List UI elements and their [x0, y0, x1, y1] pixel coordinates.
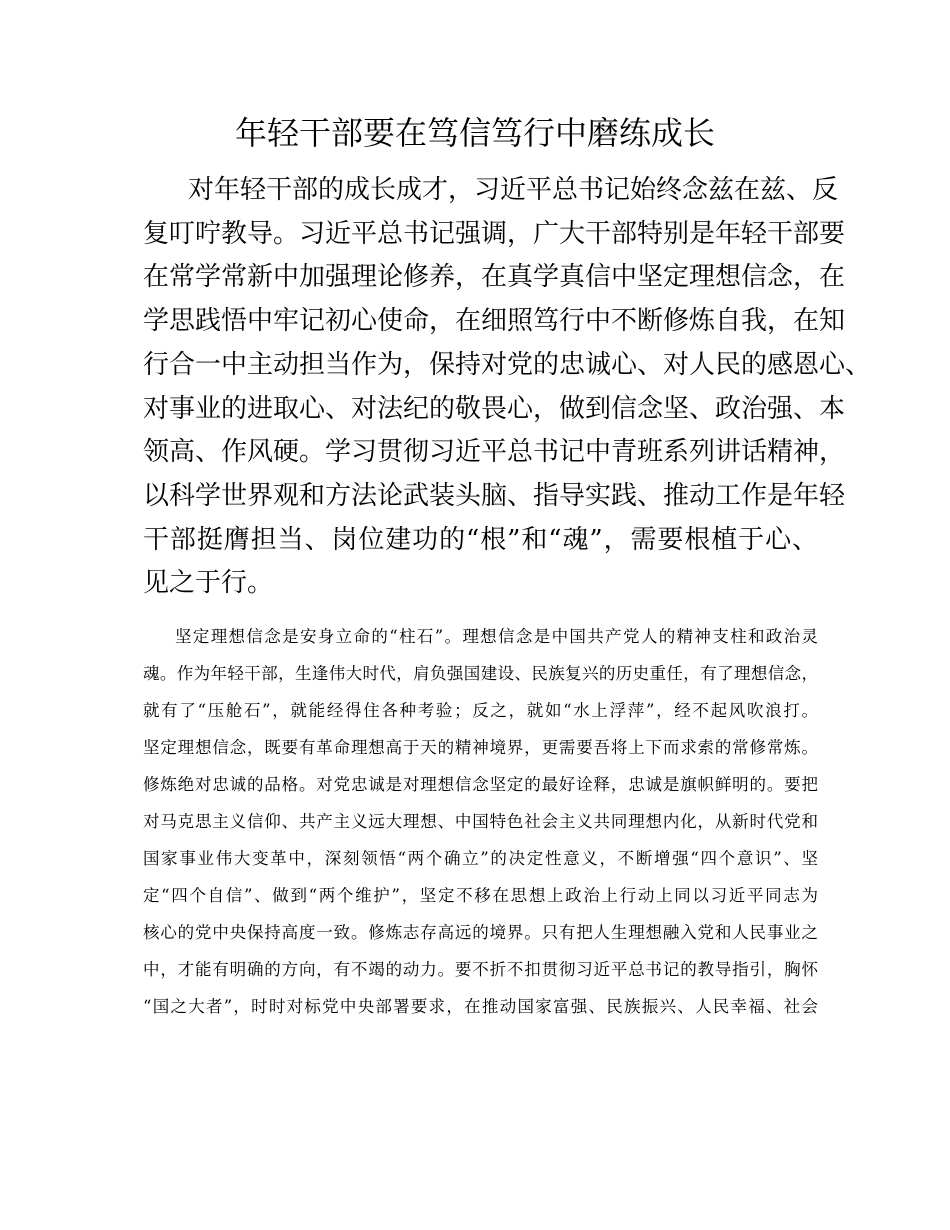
- body-line: 修炼绝对忠诚的品格。对党忠诚是对理想信念坚定的最好诠释，忠诚是旗帜鲜明的。要把: [143, 775, 818, 794]
- body-line: 中，才能有明确的方向，有不竭的动力。要不折不扣贯彻习近平总书记的教导指引，胸怀: [143, 960, 818, 979]
- intro-line: 对事业的进取心、对法纪的敬畏心，做到信念坚、政治强、本: [143, 393, 846, 424]
- intro-line: 复叮咛教导。习近平总书记强调，广大干部特别是年轻干部要: [143, 218, 846, 249]
- body-line: 核心的党中央保持高度一致。修炼志存高远的境界。只有把人生理想融入党和人民事业之: [143, 923, 818, 942]
- body-line: 坚定理想信念是安身立命的“柱石”。理想信念是中国共产党人的精神支柱和政治灵: [175, 627, 818, 646]
- intro-line: 以科学世界观和方法论武装头脑、指导实践、推动工作是年轻: [143, 480, 846, 511]
- body-line: 定“四个自信”、做到“两个维护”，坚定不移在思想上政治上行动上同以习近平同志为: [143, 886, 818, 905]
- body-line: 对马克思主义信仰、共产主义远大理想、中国特色社会主义共同理想内化，从新时代党和: [143, 812, 818, 831]
- intro-line: 对年轻干部的成长成才，习近平总书记始终念兹在兹、反: [188, 175, 839, 205]
- intro-line: 在常学常新中加强理论修养，在真学真信中坚定理想信念，在: [143, 262, 846, 293]
- intro-line: 干部挺膺担当、岗位建功的“根”和“魂”，需要根植于心、: [143, 524, 818, 555]
- body-line: “国之大者”，时时对标党中央部署要求，在推动国家富强、民族振兴、人民幸福、社会: [143, 997, 818, 1016]
- intro-line: 学思践悟中牢记初心使命，在细照笃行中不断修炼自我，在知: [143, 306, 846, 337]
- intro-line: 领高、作风硬。学习贯彻习近平总书记中青班系列讲话精神，: [143, 437, 846, 468]
- body-line: 魂。作为年轻干部，生逢伟大时代，肩负强国建设、民族复兴的历史重任，有了理想信念，: [143, 664, 818, 683]
- intro-line: 见之于行。: [143, 568, 274, 599]
- body-line: 坚定理想信念，既要有革命理想高于天的精神境界，更需要吾将上下而求索的常修常炼。: [143, 738, 818, 757]
- document-title: 年轻干部要在笃信笃行中磨练成长: [234, 114, 715, 152]
- body-line: 就有了“压舱石”，就能经得住各种考验；反之，就如“水上浮萍”，经不起风吹浪打。: [143, 701, 818, 720]
- body-line: 国家事业伟大变革中，深刻领悟“两个确立”的决定性意义，不断增强“四个意识”、坚: [143, 849, 818, 868]
- intro-line: 行合一中主动担当作为，保持对党的忠诚心、对人民的感恩心、: [143, 349, 872, 380]
